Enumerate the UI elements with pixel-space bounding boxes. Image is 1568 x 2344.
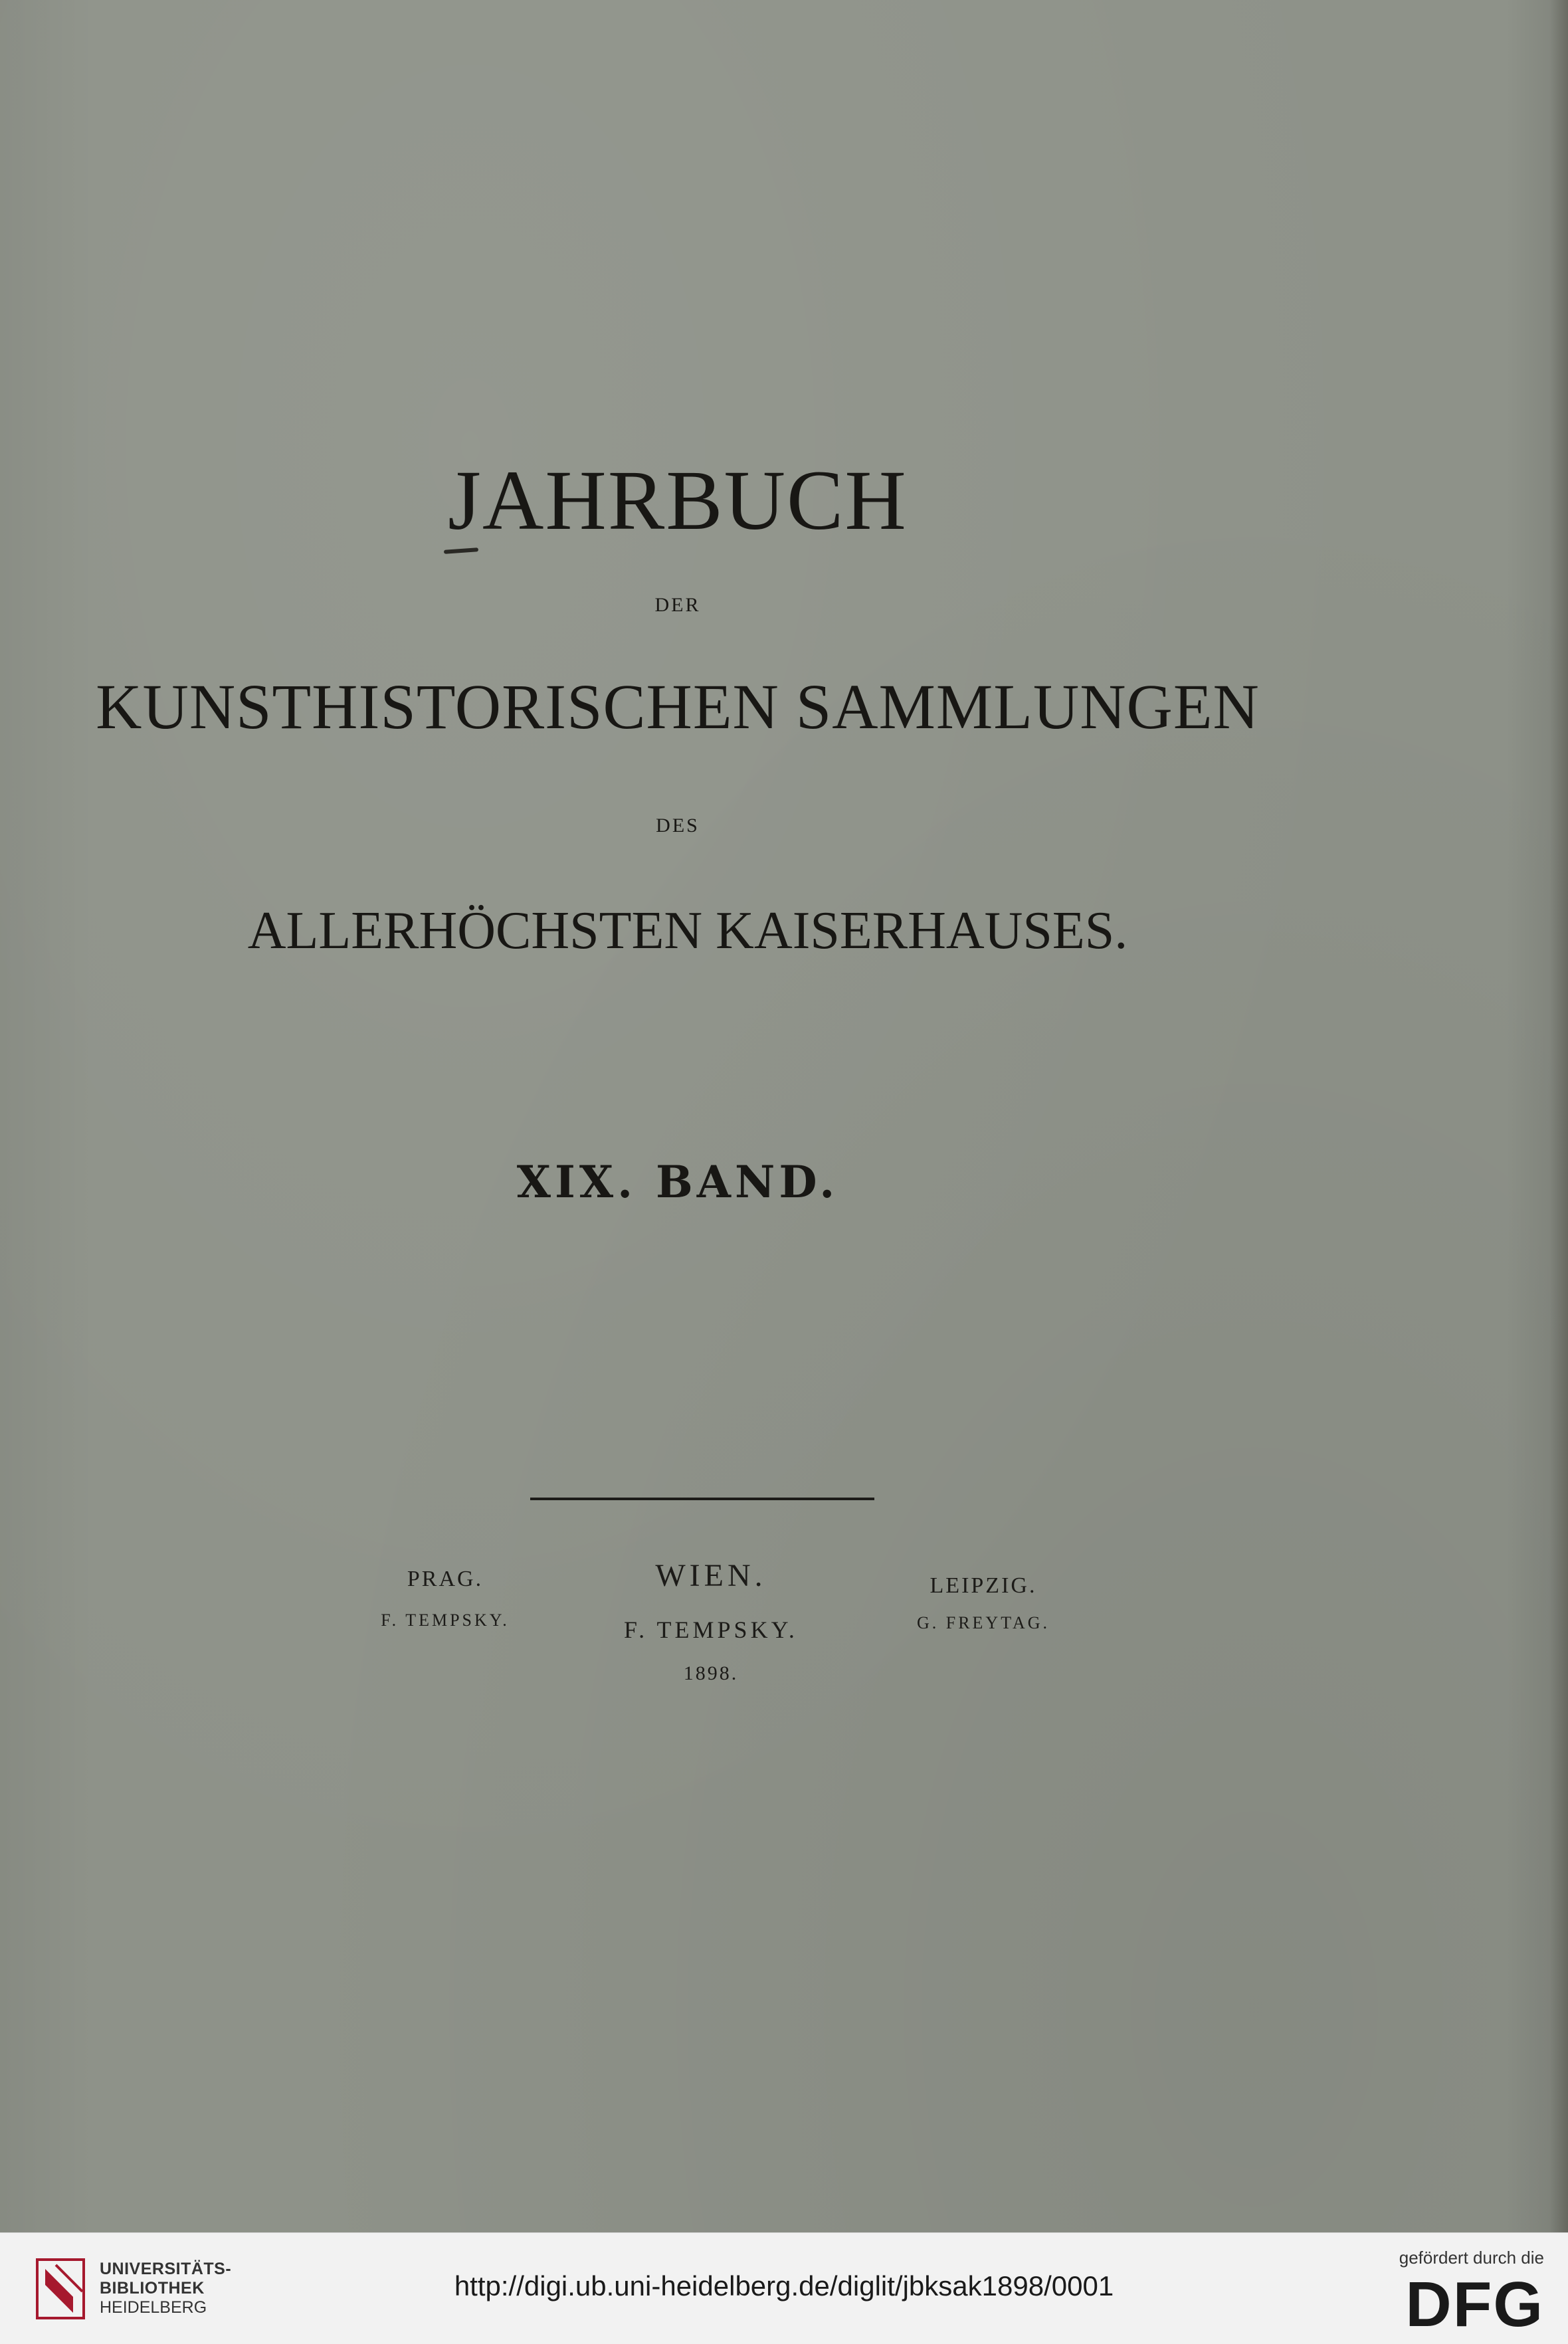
university-library-logo-icon [36,2256,92,2322]
title-jahrbuch: JAHRBUCH [448,453,908,547]
imprint-city-prag: PRAG. [407,1567,484,1591]
imprint-publisher-leipzig: G. FREYTAG. [916,1613,1050,1632]
library-name-line3: HEIDELBERG [100,2298,207,2317]
title-kunsthistorischen: KUNSTHISTORISCHEN SAMMLUNGEN [96,671,1260,742]
imprint-publisher-prag: F. TEMPSKY. [381,1611,510,1630]
permalink-url[interactable]: http://digi.ub.uni-heidelberg.de/diglit/jbksak1898/0001 [454,2270,1114,2301]
library-name [100,2260,231,2317]
imprint-publisher-wien: F. TEMPSKY. [624,1616,798,1643]
title-allerhoechsten: ALLERHÖCHSTEN KAISERHAUSES. [247,902,1128,960]
divider-rule [530,1498,874,1500]
imprint-city-wien: WIEN. [655,1558,767,1593]
title-des: DES [656,815,700,836]
page-edge-shadow [1549,0,1568,2232]
dfg-logo: DFG [1405,2269,1544,2340]
library-name-line2: BIBLIOTHEK [100,2279,205,2297]
footer-bar [0,2232,1568,2344]
library-name-line1: UNIVERSITÄTS- [100,2260,232,2278]
imprint-city-leipzig: LEIPZIG. [930,1573,1037,1598]
funding-caption: gefördert durch die [1399,2248,1544,2268]
volume-label: XIX. BAND. [516,1156,839,1208]
title-der: DER [654,594,701,616]
imprint-year: 1898. [683,1662,739,1684]
